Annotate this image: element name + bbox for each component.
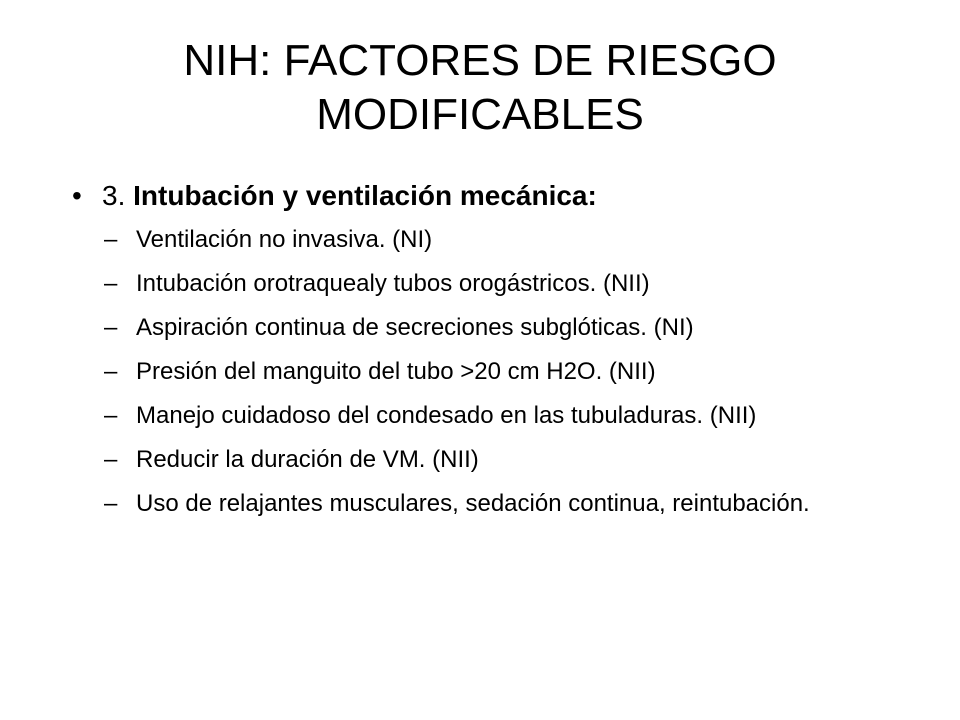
bullet-marker: • [72,180,82,211]
sub-bullet-text: Ventilación no invasiva. (NI) [136,226,433,253]
main-bullet [72,176,922,216]
sub-bullet-item [72,356,922,388]
title-line-1: NIH: FACTORES DE RIESGO [183,36,777,85]
sub-bullet-item [72,268,922,300]
sub-bullet-text: Uso de relajantes musculares, sedación continua, reintubación. [136,490,810,517]
sub-bullet-list [72,224,922,520]
slide-content [72,176,922,532]
dash-marker: – [104,358,118,385]
sub-bullet-item [72,488,922,520]
sub-bullet-text: Presión del manguito del tubo >20 cm H2O. (NII) [136,358,656,385]
main-bullet-number: 3. [102,180,134,211]
sub-bullet-text: Reducir la duración de VM. (NII) [136,446,479,473]
sub-bullet-text: Intubación orotraquealy tubos orogástricos. (NII) [136,270,650,297]
slide-title [60,34,900,142]
sub-bullet-item [72,444,922,476]
dash-marker: – [104,446,118,473]
dash-marker: – [104,270,118,297]
sub-bullet-item [72,224,922,256]
main-bullet-heading: Intubación y ventilación mecánica: [133,180,597,211]
title-line-2: MODIFICABLES [316,90,644,139]
sub-bullet-text: Manejo cuidadoso del condesado en las tubuladuras. (NII) [136,402,757,429]
dash-marker: – [104,314,118,341]
sub-bullet-item [72,400,922,432]
dash-marker: – [104,226,118,253]
dash-marker: – [104,402,118,429]
sub-bullet-item [72,312,922,344]
sub-bullet-text: Aspiración continua de secreciones subglóticas. (NI) [136,314,694,341]
dash-marker: – [104,490,118,517]
